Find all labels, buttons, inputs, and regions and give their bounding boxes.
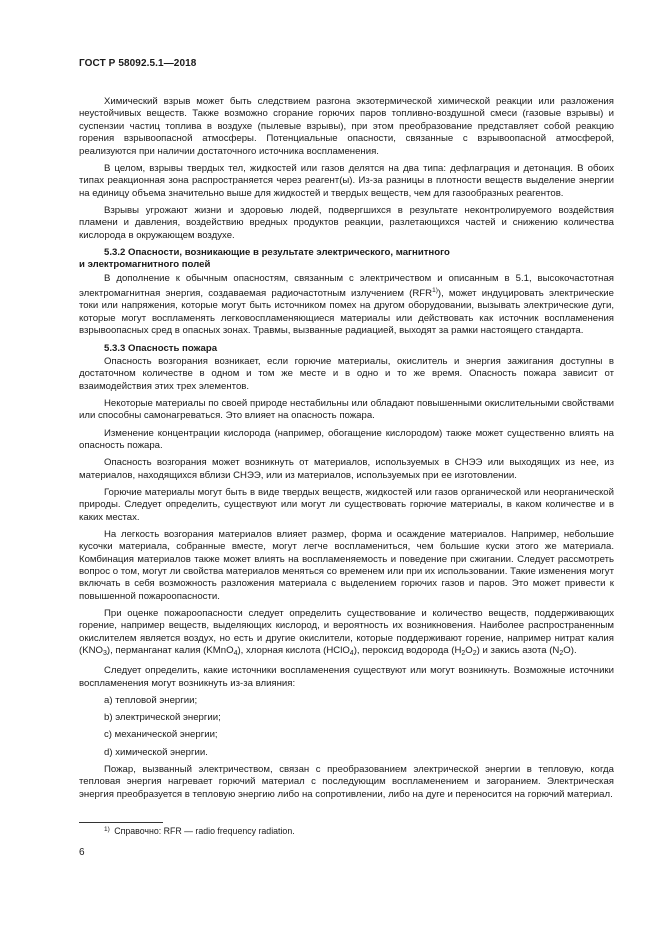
text-run: В дополнение к обычным опасностям, связанным с электричеством и описанным в 5.1, высокочастотная электромагнитная энергия, создаваемая радиочастотным излучением (RFR bbox=[79, 272, 614, 300]
paragraph: Изменение концентрации кислорода (например, обогащение кислородом) также может существенно влиять на опасность пожара. bbox=[79, 427, 614, 451]
text-run: ), хлорная кислота (HClO bbox=[237, 645, 350, 657]
paragraph: В целом, взрывы твердых тел, жидкостей или газов делятся на два типа: дефлаграция и детонация. В обоих типах реакционная зона распространяется через реагент(ы). Из-за разницы в плотности веществ выделение энергии на единицу объема значительно выше для жидкостей и твердых веществ, чем для газообразных реагентов. bbox=[79, 162, 614, 199]
text-run: ), пероксид водорода (H bbox=[353, 645, 462, 657]
list-item: b) электрической энергии; bbox=[104, 712, 221, 724]
text-run: ), перманганат калия (KMnO bbox=[106, 645, 234, 657]
paragraph: На легкость возгорания материалов влияет размер, форма и осаждение материалов. Например, небольшие кусочки материала, собранные вместе, могут легче воспламениться, чем большие куски этого же материала. Комбинация материалов также может влиять на воспламеняемость и поведение при сжигании. Следует рассмотреть вопрос о том, могут ли свойства материалов меняться со временем или при их использовании. Такие изменения могут включать в себя возможность разложения материала с выделением горючих газов и паров. Это может привести к повышенной пожароопасности. bbox=[79, 528, 614, 602]
document-body bbox=[79, 96, 614, 806]
section-heading bbox=[79, 247, 614, 272]
text-run: ), может индуцировать электрические токи или напряжения, которые могут быть источником помех на другом оборудовании, вызывать электрические дуги, которые могут воспламенять легковоспламеняющиеся материалы или действовать как источник воспламенения взрывоопасных сред в опасных зонах. Травмы, вызванные радиацией, выходят за рамки настоящего стандарта. bbox=[79, 288, 614, 337]
paragraph: Горючие материалы могут быть в виде твердых веществ, жидкостей или газов органической или неорганической природы. Следует определить, существуют или могут ли существовать горючие материалы, в каком количестве и в каких местах. bbox=[79, 486, 614, 523]
heading-line: 5.3.2 Опасности, возникающие в результате электрического, магнитного bbox=[104, 246, 450, 258]
subscript: 4 bbox=[349, 650, 354, 658]
subscript: 3 bbox=[102, 650, 107, 658]
paragraph: Следует определить, какие источники воспламенения существуют или могут возникнуть. Возможные источники воспламенения могут возникнуть из-за влияния: bbox=[79, 665, 614, 689]
heading-line: и электромагнитного полей bbox=[79, 259, 211, 271]
subscript: 2 bbox=[472, 650, 477, 658]
text-run: O). bbox=[563, 645, 577, 657]
footnote-text: Справочно: RFR — radio frequency radiation. bbox=[114, 826, 295, 836]
paragraph: Опасность возгорания может возникнуть от материалов, используемых в СНЭЭ или выходящих из нее, из материалов, находящихся вблизи СНЭЭ, или из материалов, используемых при ее изготовлении. bbox=[79, 457, 614, 481]
text-run: ) и закись азота (N bbox=[476, 645, 560, 657]
footnote bbox=[104, 826, 295, 836]
subscript: 4 bbox=[233, 650, 238, 658]
footnote-mark: 1) bbox=[104, 826, 110, 833]
section-heading: 5.3.3 Опасность пожара bbox=[104, 342, 218, 354]
paragraph bbox=[79, 273, 614, 338]
paragraph: Химический взрыв может быть следствием разгона экзотермической химической реакции или разложения неустойчивых веществ. Также возможно сгорание горючих паров топливно-воздушной смеси (газовые взрывы) и суспензии частиц топлива в воздухе (пылевые взрывы), при этом преобразование представляет собой реакцию горения взрывоопасной атмосферы. Потенциальные опасности, связанные с взрывоопасной атмосферой, реализуются при наличии достаточного источника воспламенения. bbox=[79, 96, 614, 157]
paragraph: Опасность возгорания возникает, если горючие материалы, окислитель и энергия зажигания доступны в достаточном количестве в одном и том же месте и в одно и то же время. Опасность пожара зависит от взаимодействия этих трех элементов. bbox=[79, 355, 614, 392]
page-number: 6 bbox=[79, 847, 85, 858]
subscript: 2 bbox=[461, 650, 466, 658]
paragraph: Взрывы угрожают жизни и здоровью людей, подвергшихся в результате неконтролируемого воздействия пламени и давления, воздействию вредных продуктов реакции, разлетающихся частей и снижению количества кислорода в окружающем воздухе. bbox=[79, 204, 614, 241]
document-header: ГОСТ Р 58092.5.1—2018 bbox=[79, 58, 197, 69]
paragraph: Пожар, вызванный электричеством, связан с преобразованием электрической энергии в тепловую, когда тепловая энергия нагревает горючий материал с последующим воспламенением и загоранием. Электрическая энергия преобразуется в тепловую энергию либо на сопротивлении, либо на дуге и переносится на горючий материал. bbox=[79, 763, 614, 800]
paragraph: Некоторые материалы по своей природе нестабильны или обладают повышенными окислительными свойствами или способны самонагреваться. Это влияет на опасность пожара. bbox=[79, 397, 614, 422]
list-item: d) химической энергии. bbox=[104, 746, 208, 758]
subscript: 2 bbox=[559, 650, 564, 658]
list-item: c) механической энергии; bbox=[104, 729, 218, 741]
text-run: При оценке пожароопасности следует определить существование и количество веществ, поддерживающих горение, например веществ, выделяющих кислород, и вероятность их возникновения. Наиболее распространенным окислителем является воздух, но есть и другие окислители, которые поддерживают горение, например нитрат калия (KNO bbox=[79, 608, 614, 657]
footnote-reference: 1) bbox=[432, 287, 438, 295]
footnote-divider bbox=[79, 822, 163, 823]
text-run: O bbox=[465, 645, 473, 657]
list-item: a) тепловой энергии; bbox=[104, 695, 198, 707]
paragraph bbox=[79, 608, 614, 661]
